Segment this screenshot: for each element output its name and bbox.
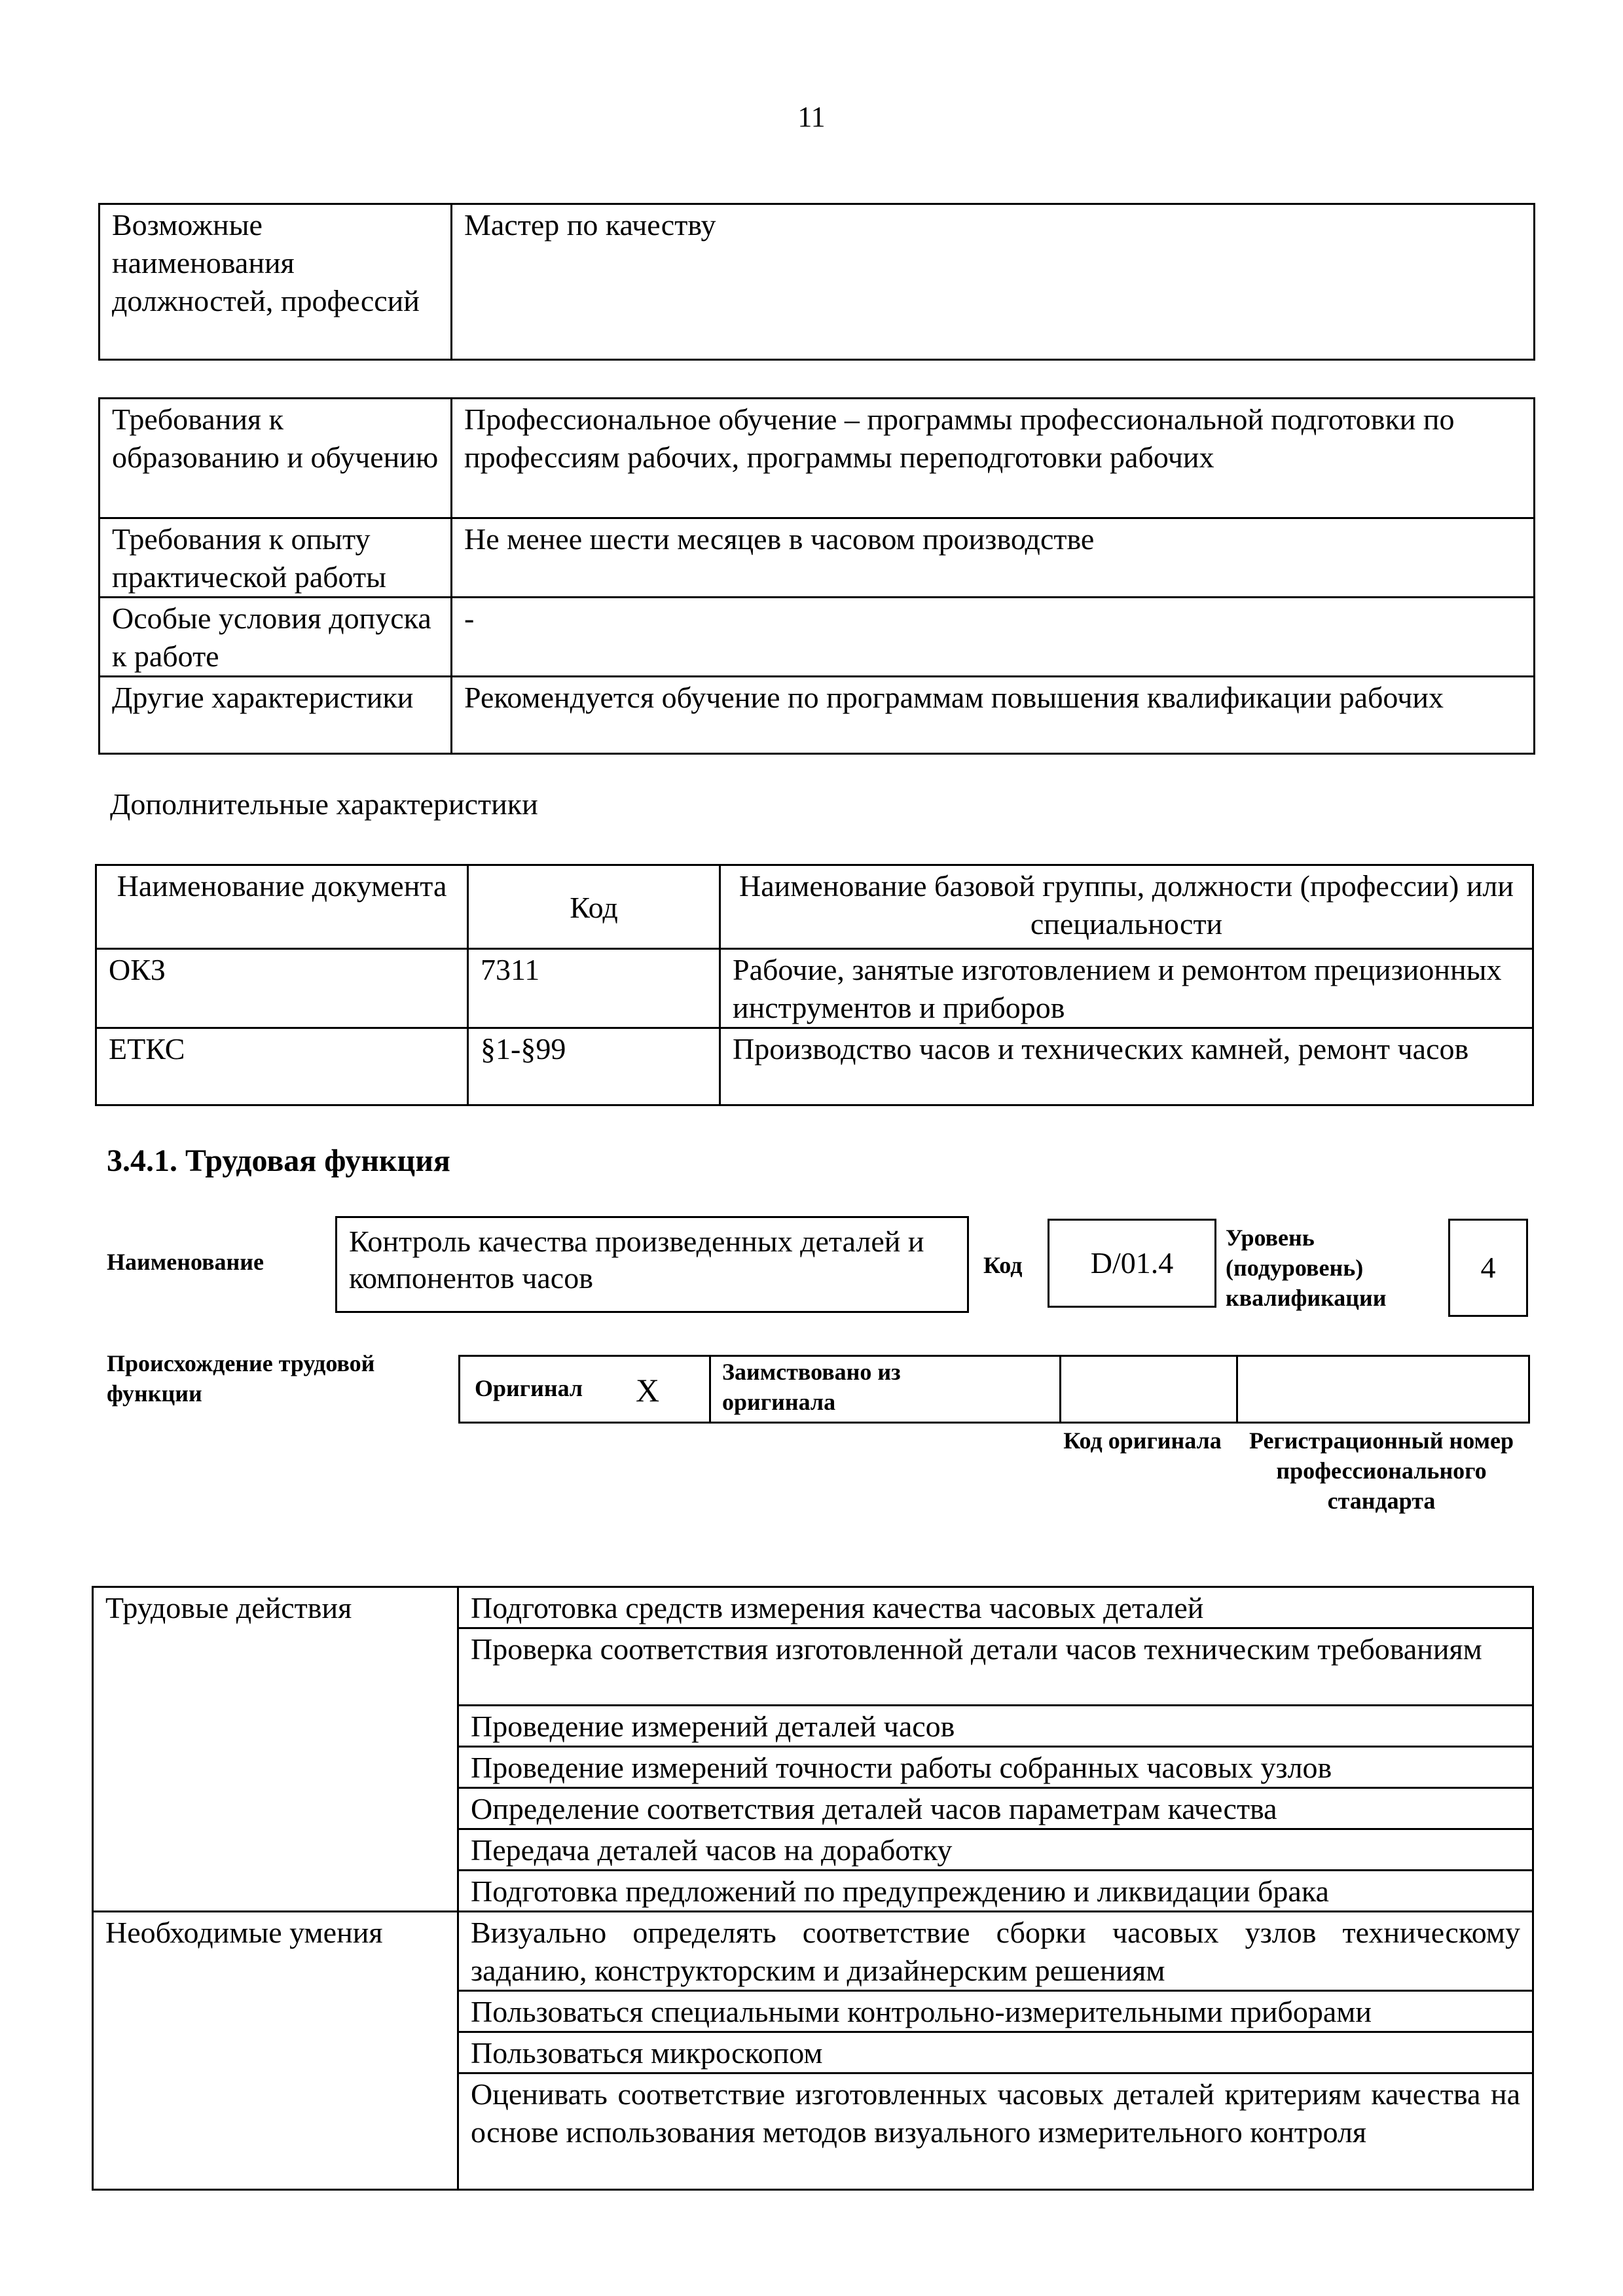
action-item: Проверка соответствия изготовленной детали часов техническим требованиям (458, 1628, 1533, 1706)
origin-divider-2 (1059, 1357, 1061, 1422)
requirement-label: Особые условия допуска к работе (100, 598, 452, 677)
origin-borrowed-label: Заимствовано из оригинала (722, 1359, 901, 1415)
function-name-box (335, 1216, 969, 1313)
requirement-value: Профессиональное обучение – программы профессиональной подготовки по профессиям рабочих, программы переподготовки рабочих (452, 399, 1535, 518)
function-code-value: D/01.4 (1090, 1246, 1174, 1280)
additional-header-group: Наименование базовой группы, должности (профессии) или специальности (720, 865, 1533, 949)
function-code-box (1048, 1219, 1216, 1308)
action-item: Проведение измерений точности работы собранных часовых узлов (458, 1747, 1533, 1788)
function-name-label: Наименование (107, 1249, 264, 1275)
origin-reg-caption: Регистрационный номер профессионального стандарта (1249, 1427, 1514, 1514)
positions-value: Мастер по качеству (452, 204, 1535, 360)
actions-label: Трудовые действия (93, 1587, 458, 1912)
requirements-table (98, 397, 1535, 755)
additional-cell: 7311 (468, 949, 720, 1028)
skill-item: Пользоваться специальными контрольно-измерительными приборами (458, 1991, 1533, 2032)
origin-box (458, 1355, 1530, 1424)
additional-cell: ЕТКС (96, 1028, 468, 1105)
additional-header-document: Наименование документа (96, 865, 468, 949)
action-item: Определение соответствия деталей часов параметрам качества (458, 1788, 1533, 1829)
origin-original-mark: X (636, 1372, 660, 1408)
function-name-value: Контроль качества произведенных деталей и компонентов часов (349, 1225, 924, 1295)
page-number: 11 (797, 101, 826, 133)
function-detail-table (92, 1586, 1534, 2191)
origin-divider-1 (709, 1357, 711, 1422)
additional-cell: Рабочие, занятые изготовлением и ремонтом прецизионных инструментов и приборов (720, 949, 1533, 1028)
requirement-value: Не менее шести месяцев в часовом производстве (452, 518, 1535, 598)
origin-divider-3 (1236, 1357, 1238, 1422)
skill-item: Пользоваться микроскопом (458, 2032, 1533, 2073)
function-level-label: Уровень (подуровень) квалификации (1226, 1225, 1387, 1311)
function-level-box (1448, 1219, 1528, 1317)
additional-header-code: Код (468, 865, 720, 949)
requirement-value: - (452, 598, 1535, 677)
action-item: Подготовка средств измерения качества часовых деталей (458, 1587, 1533, 1628)
function-level-value: 4 (1480, 1251, 1496, 1284)
additional-cell: ОКЗ (96, 949, 468, 1028)
origin-label: Происхождение трудовой функции (107, 1350, 375, 1407)
action-item: Проведение измерений деталей часов (458, 1706, 1533, 1747)
additional-title: Дополнительные характеристики (110, 787, 538, 821)
action-item: Передача деталей часов на доработку (458, 1829, 1533, 1871)
additional-cell: Производство часов и технических камней, ремонт часов (720, 1028, 1533, 1105)
additional-table (95, 864, 1534, 1106)
origin-original-label: Оригинал (475, 1375, 583, 1401)
positions-label: Возможные наименования должностей, профессий (100, 204, 452, 360)
skills-label: Необходимые умения (93, 1912, 458, 2190)
function-heading: 3.4.1. Трудовая функция (107, 1143, 450, 1178)
requirement-label: Требования к образованию и обучению (100, 399, 452, 518)
skill-item: Оценивать соответствие изготовленных часовых деталей критериям качества на основе использования методов визуального измерительного контроля (458, 2073, 1533, 2190)
origin-code-caption: Код оригинала (1063, 1427, 1222, 1454)
requirement-label: Требования к опыту практической работы (100, 518, 452, 598)
requirement-label: Другие характеристики (100, 677, 452, 754)
requirement-value: Рекомендуется обучение по программам повышения квалификации рабочих (452, 677, 1535, 754)
positions-table (98, 203, 1535, 361)
action-item: Подготовка предложений по предупреждению и ликвидации брака (458, 1871, 1533, 1912)
skill-item: Визуально определять соответствие сборки часовых узлов техническому заданию, конструкторским и дизайнерским решениям (458, 1912, 1533, 1991)
additional-cell: §1-§99 (468, 1028, 720, 1105)
function-code-label: Код (983, 1252, 1023, 1278)
